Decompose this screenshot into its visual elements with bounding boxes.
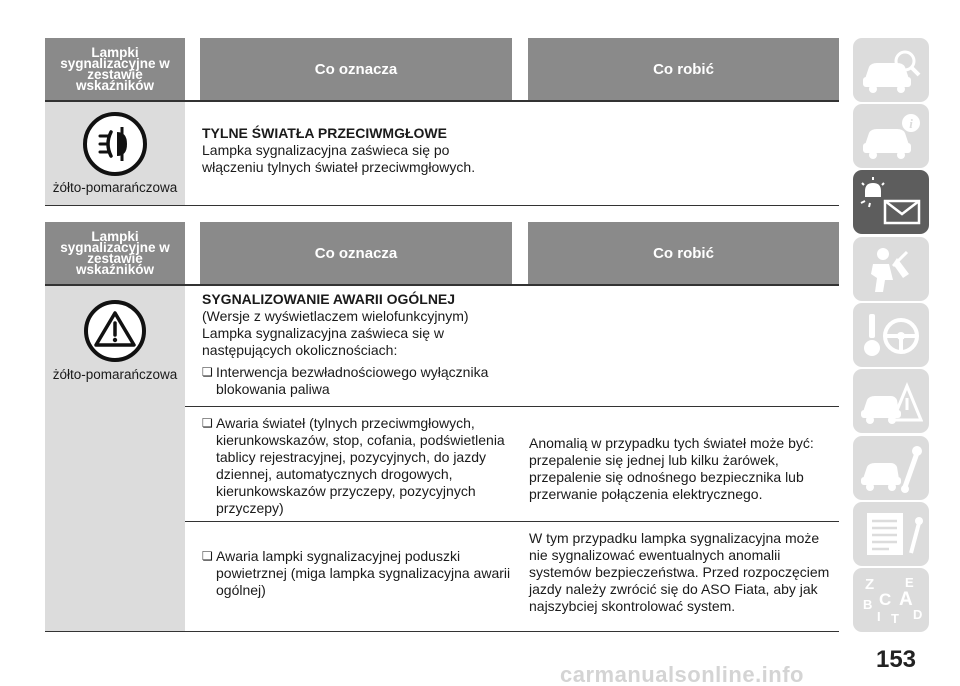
index-letter: T [891, 611, 899, 625]
table1-bottom-rule [45, 205, 839, 206]
sidebar-tab-specifications[interactable] [853, 502, 929, 566]
index-letter: Z [865, 576, 875, 593]
sidebar-tab-car-info[interactable] [853, 104, 929, 168]
table2-header-action-label: Co robić [653, 244, 714, 262]
table1-header-action [528, 38, 839, 100]
sidebar-tab-warning-lights[interactable] [853, 170, 929, 234]
rear-fog-light-icon [81, 110, 149, 178]
index-letter: C [879, 590, 892, 609]
car-info-icon [859, 111, 923, 161]
watermark: carmanualsonline.info [560, 662, 804, 686]
index-letter: E [905, 575, 914, 590]
table2-header-lamp [45, 222, 185, 284]
specifications-list-icon [859, 509, 923, 559]
table2-row3-bullet: ❏ Awaria lampki sygnalizacyjnej poduszki powietrznej (miga lampka sygnalizacyjna awarii ogólnej) [202, 548, 512, 599]
person-airbag-icon [859, 244, 923, 294]
sidebar-tab-index[interactable] [853, 568, 929, 632]
car-warning-triangle-icon [859, 376, 923, 426]
table1-header-meaning-label: Co oznacza [314, 60, 398, 78]
table2-row1-meaning [202, 291, 507, 398]
table1-header-action-label: Co robić [653, 60, 714, 78]
table1-header-meaning [200, 38, 512, 100]
table1-row-title: TYLNE ŚWIATŁA PRZECIWMGŁOWE [202, 125, 447, 141]
table2-bottom-rule [45, 631, 839, 632]
svg-text:i: i [909, 116, 913, 131]
warning-light-message-icon [859, 177, 923, 227]
car-wrench-icon [859, 443, 923, 493]
table2-header-action [528, 222, 839, 284]
sidebar-tab-car-search[interactable] [853, 38, 929, 102]
index-letter: I [877, 609, 881, 624]
table2-row1-subtitle: (Wersje z wyświetlaczem wielofunkcyjnym) [202, 308, 469, 324]
table2-row1-bullet: ❏ Interwencja bezwładnościowego wyłącznika blokowania paliwa [202, 364, 507, 398]
index-letter: B [863, 597, 873, 612]
table2-icon-container [45, 298, 185, 364]
table2-row2-meaning [202, 415, 512, 517]
sidebar-tab-safety[interactable] [853, 237, 929, 301]
table1-icon-container [45, 110, 185, 178]
table2-row1-title: SYGNALIZOWANIE AWARII OGÓLNEJ [202, 291, 456, 307]
table2-row3-action: W tym przypadku lampka sygnalizacyjna może nie sygnalizować ewentualnych anomalii systemów bezpieczeństwa. Przed rozpoczęciem jazdy należy zwrócić się do ASO Fiata, aby jak najszybciej skontrolować system. [529, 530, 830, 614]
sidebar-tab-maintenance[interactable] [853, 436, 929, 500]
table1-color-label: żółto-pomarańczowa [52, 180, 178, 195]
table1-meaning-cell [202, 125, 507, 176]
table1-row-text: Lampka sygnalizacyjna zaświeca się po włączeniu tylnych świateł przeciwmgłowych. [202, 142, 476, 175]
general-warning-icon [82, 298, 148, 364]
table2-row2-rule [185, 521, 839, 522]
table2-header-meaning [200, 222, 512, 284]
alphabetical-index-icon [859, 575, 923, 625]
table2-row1-text: Lampka sygnalizacyjna zaświeca się w następujących okolicznościach: [202, 325, 444, 358]
key-steering-wheel-icon [859, 310, 923, 360]
index-letter: A [899, 589, 913, 610]
table1-header-lamp [45, 38, 185, 100]
table1-header-lamp-label: Lampki sygnalizacyjne w zestawie wskaźników [60, 45, 170, 93]
sidebar-tab-starting-driving[interactable] [853, 303, 929, 367]
car-search-icon [859, 45, 923, 95]
table2-row3-meaning [202, 548, 512, 599]
table2-color-label: żółto-pomarańczowa [52, 367, 178, 382]
table2-header-lamp-label: Lampki sygnalizacyjne w zestawie wskaźników [60, 229, 170, 277]
sidebar-tab-emergency[interactable] [853, 369, 929, 433]
page-number: 153 [875, 646, 917, 673]
index-letter: D [913, 607, 923, 622]
table2-row2-bullet: ❏ Awaria świateł (tylnych przeciwmgłowych, kierunkowskazów, stop, cofania, podświetlenia tablicy rejestracyjnej, pozycyjnych, do jazdy dziennej, automatycznych drogowych, kierunkowskazów przyczepy, pozycyjnych przyczepy) [202, 415, 512, 517]
table2-header-meaning-label: Co oznacza [314, 244, 398, 262]
table2-row2-action: Anomalią w przypadku tych świateł może być: przepalenie się jednej lub kilku żarówek, przepalenie się odnośnego bezpiecznika lub przerwanie połączenia elektrycznego. [529, 435, 814, 502]
table2-row1-rule [185, 406, 839, 407]
